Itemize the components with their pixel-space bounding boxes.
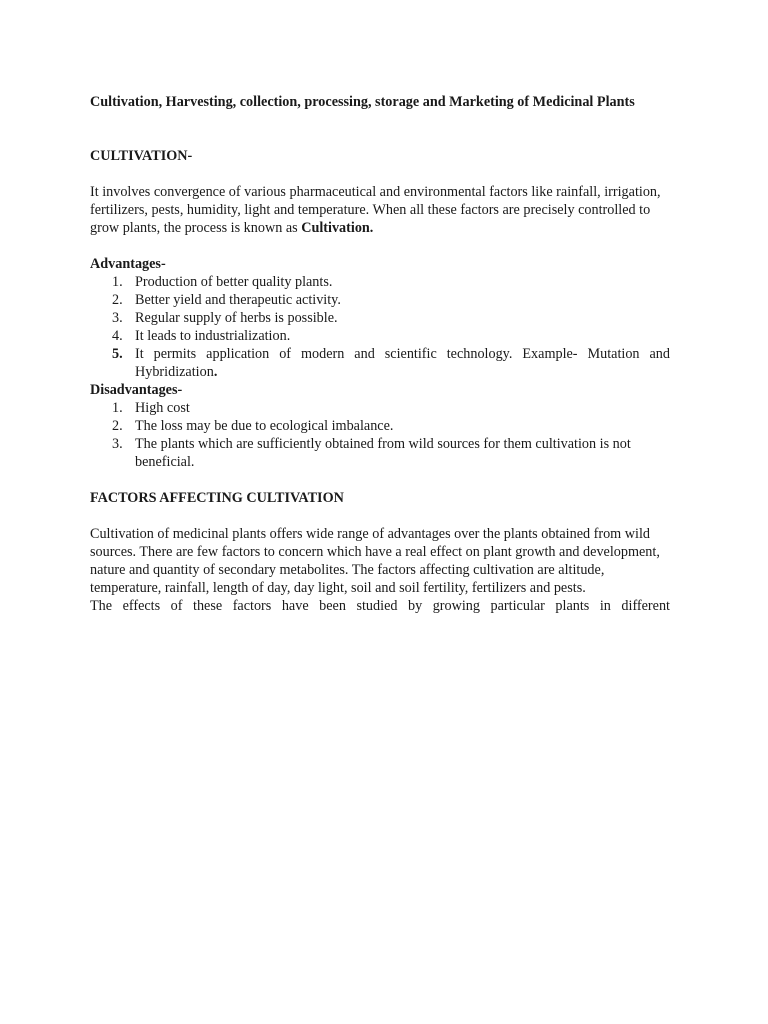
list-text [135, 345, 670, 381]
disadvantage-item [90, 417, 670, 435]
advantage-item [90, 309, 670, 327]
list-text-suffix: . [213, 364, 218, 380]
list-text: The loss may be due to ecological imbalance. [135, 418, 394, 434]
disadvantage-item [90, 435, 670, 471]
disadvantages-list [90, 399, 670, 471]
cultivation-intro [90, 183, 670, 237]
advantages-list [90, 273, 670, 381]
list-number: 1. [112, 274, 123, 290]
list-number: 2. [112, 418, 123, 434]
cultivation-intro-text: It involves convergence of various pharmaceutical and environmental factors like rainfall, irrigation, fertilizers, pests, humidity, light and temperature. When all these factors are precisely controlled to grow plants, the process is known as [90, 184, 661, 236]
advantage-item [90, 291, 670, 309]
list-text: Production of better quality plants. [135, 274, 333, 290]
list-text: Better yield and therapeutic activity. [135, 292, 341, 308]
list-number: 1. [112, 400, 123, 416]
factors-paragraph [90, 525, 670, 597]
list-text: The plants which are sufficiently obtained from wild sources for them cultivation is not beneficial. [135, 436, 631, 470]
list-text: It leads to industrialization. [135, 328, 291, 344]
list-text-body: It permits application of modern and scientific technology. Example- Mutation and Hybridization [135, 346, 670, 380]
document-title: Cultivation, Harvesting, collection, processing, storage and Marketing of Medicinal Plants [90, 94, 635, 110]
document-content [90, 93, 670, 633]
advantage-item [90, 327, 670, 345]
list-text: High cost [135, 400, 190, 416]
list-number: 3. [112, 436, 123, 452]
cultivation-term: Cultivation. [301, 220, 374, 236]
advantage-item [90, 273, 670, 291]
factors-text: Cultivation of medicinal plants offers wide range of advantages over the plants obtained from wild sources. There are few factors to concern which have a real effect on plant growth and development, nature and quantity of secondary metabolites. The factors affecting cultivation are altitude, temperature, rainfall, length of day, day light, soil and soil fertility, fertilizers and pests. [90, 526, 660, 596]
list-text: Regular supply of herbs is possible. [135, 310, 338, 326]
advantage-item [90, 345, 670, 381]
advantages-label: Advantages- [90, 256, 166, 272]
disadvantage-item [90, 399, 670, 417]
factors-paragraph-last-line: The effects of these factors have been studied by growing particular plants in different [90, 598, 670, 614]
factors-heading: FACTORS AFFECTING CULTIVATION [90, 490, 344, 506]
cultivation-heading: CULTIVATION- [90, 148, 193, 164]
list-number: 3. [112, 310, 123, 326]
list-number: 5. [112, 346, 123, 362]
disadvantages-label: Disadvantages- [90, 382, 183, 398]
list-number: 4. [112, 328, 123, 344]
list-number: 2. [112, 292, 123, 308]
